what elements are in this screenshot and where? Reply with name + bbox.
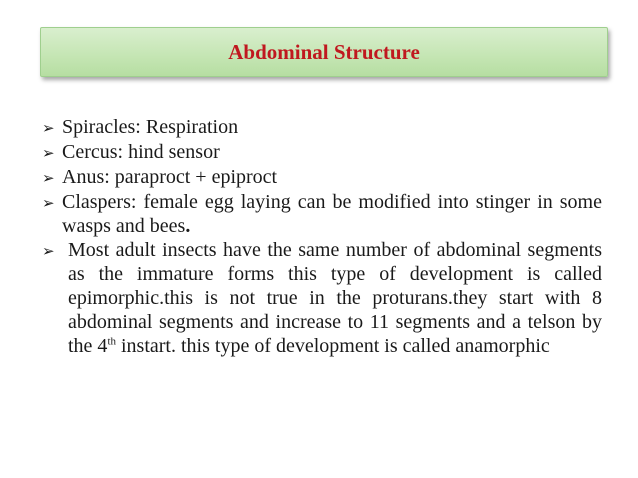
bullet-cercus (42, 140, 602, 165)
insects-text-part2: instart. this type of development is called anamorphic (116, 335, 550, 357)
bullet-text (62, 190, 602, 238)
bullet-list (42, 115, 602, 358)
slide-title: Abdominal Structure (228, 39, 420, 64)
ordinal-suffix: th (107, 335, 116, 348)
bullet-adult-insects (42, 238, 602, 358)
claspers-period: . (185, 215, 191, 237)
title-banner (40, 27, 608, 77)
bullet-spiracles (42, 115, 602, 140)
bullet-text: Cercus: hind sensor (62, 141, 220, 163)
bullet-anus (42, 165, 602, 190)
bullet-text (62, 238, 602, 358)
arrow-bullet-icon: ➢ (42, 194, 55, 212)
arrow-bullet-icon: ➢ (42, 242, 55, 260)
arrow-bullet-icon: ➢ (42, 119, 55, 137)
bullet-claspers (42, 190, 602, 238)
bullet-text: Spiracles: Respiration (62, 116, 239, 138)
claspers-text: Claspers: female egg laying can be modified into stinger in some wasps and bees (62, 191, 602, 237)
arrow-bullet-icon: ➢ (42, 144, 55, 162)
bullet-text: Anus: paraproct + epiproct (62, 166, 278, 188)
insects-text-part1: Most adult insects have the same number of abdominal segments as the immature forms this type of development is called epimorphic.this is not true in the proturans.they start with 8 abdominal segments and increase to 11 segments and a telson by the 4 (68, 239, 602, 357)
arrow-bullet-icon: ➢ (42, 169, 55, 187)
